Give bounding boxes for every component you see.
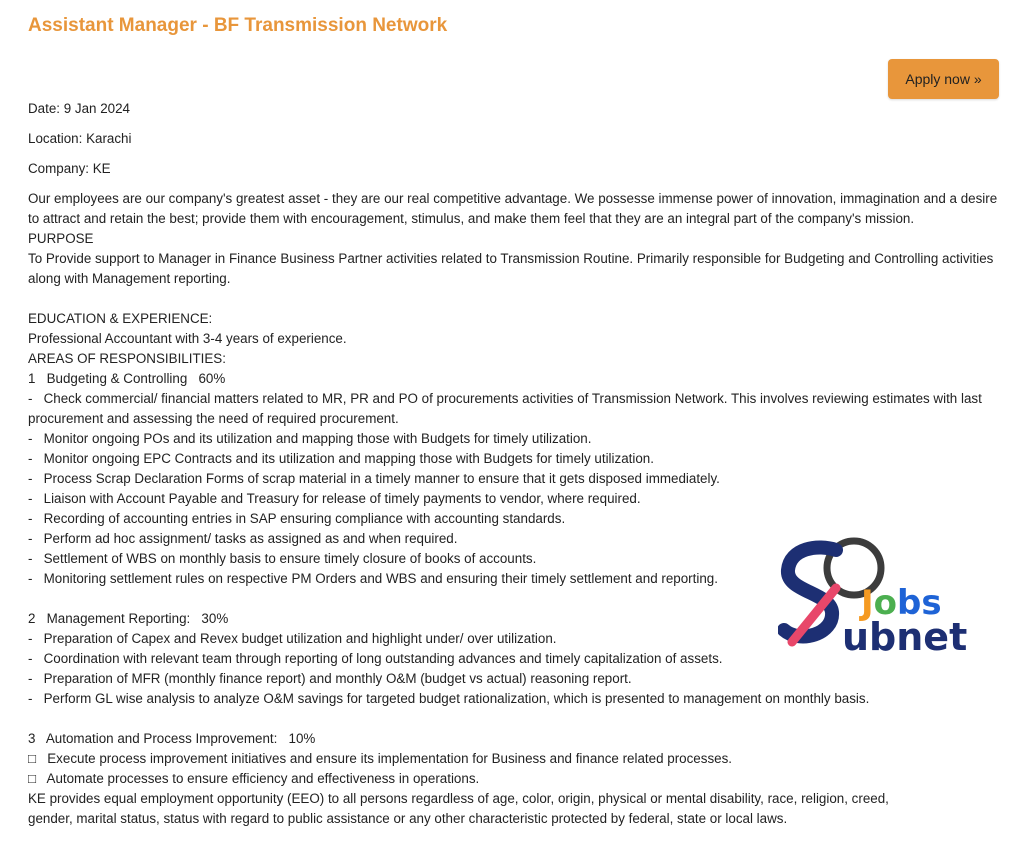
purpose-text: To Provide support to Manager in Finance Business Partner activities related to Transmission Routine. Primarily responsible for Budgeting and Controlling activities along with Management reporting. (28, 251, 994, 286)
section1-heading: 1 Budgeting & Controlling 60% (28, 371, 226, 386)
eeo-line-1: KE provides equal employment opportunity (EEO) to all persons regardless of age, color, origin, physical or mental disability, race, religion, creed, (28, 791, 889, 806)
education-heading: EDUCATION & EXPERIENCE: (28, 311, 213, 326)
list-item: - Settlement of WBS on monthly basis to ensure timely closure of books of accounts. (28, 551, 537, 566)
areas-heading: AREAS OF RESPONSIBILITIES: (28, 351, 226, 366)
eeo-line-2: gender, marital status, status with regard to public assistance or any other characteristic protected by federal, state or local laws. (28, 811, 788, 826)
list-item: - Check commercial/ financial matters related to MR, PR and PO of procurements activities of Transmission Network. This involves reviewing estimates with last procurement and assessing the need of required procurement. (28, 391, 986, 426)
intro-paragraph: Our employees are our company's greatest asset - they are our real competitive advantage. We possesse immense power of innovation, immagination and a desire to attract and retain the best; provide them with encouragement, stimulus, and make them feel that they are an integral part of the company's mission. (28, 191, 998, 226)
section3-heading: 3 Automation and Process Improvement: 10% (28, 731, 316, 746)
logo-jobs-text: Jobs (861, 583, 942, 623)
list-item: - Liaison with Account Payable and Treasury for release of timely payments to vendor, where required. (28, 491, 641, 506)
job-date: Date: 9 Jan 2024 (28, 101, 130, 116)
jobs-subnet-logo (778, 530, 980, 660)
purpose-heading: PURPOSE (28, 231, 94, 246)
list-item: □ Execute process improvement initiatives and ensure its implementation for Business and finance related processes. (28, 751, 733, 766)
job-location: Location: Karachi (28, 131, 132, 146)
job-company: Company: KE (28, 161, 111, 176)
list-item: - Preparation of Capex and Revex budget utilization and highlight under/ over utilization. (28, 631, 557, 646)
education-text: Professional Accountant with 3-4 years of experience. (28, 331, 347, 346)
list-item: - Monitoring settlement rules on respective PM Orders and WBS and ensuring their timely settlement and reporting. (28, 571, 718, 586)
list-item: - Perform GL wise analysis to analyze O&M savings for targeted budget rationalization, which is presented to management on monthly basis. (28, 691, 870, 706)
list-item: - Process Scrap Declaration Forms of scrap material in a timely manner to ensure that it gets disposed immediately. (28, 471, 720, 486)
apply-now-button[interactable]: Apply now » (888, 59, 999, 99)
list-item: - Monitor ongoing EPC Contracts and its utilization and mapping those with Budgets for timely utilization. (28, 451, 654, 466)
jobs-subnet-logo-graphic (778, 530, 980, 660)
logo-subnet-text: ubnet (842, 615, 968, 659)
list-item: - Perform ad hoc assignment/ tasks as assigned as and when required. (28, 531, 458, 546)
section2-heading: 2 Management Reporting: 30% (28, 611, 229, 626)
list-item: - Monitor ongoing POs and its utilization and mapping those with Budgets for timely utilization. (28, 431, 592, 446)
job-content (28, 99, 998, 829)
job-title: Assistant Manager - BF Transmission Network (28, 15, 448, 36)
list-item: - Coordination with relevant team through reporting of long outstanding advances and timely capitalization of assets. (28, 651, 723, 666)
list-item: □ Automate processes to ensure efficiency and effectiveness in operations. (28, 771, 480, 786)
list-item: - Recording of accounting entries in SAP ensuring compliance with accounting standards. (28, 511, 566, 526)
list-item: - Preparation of MFR (monthly finance report) and monthly O&M (budget vs actual) reasoning report. (28, 671, 632, 686)
